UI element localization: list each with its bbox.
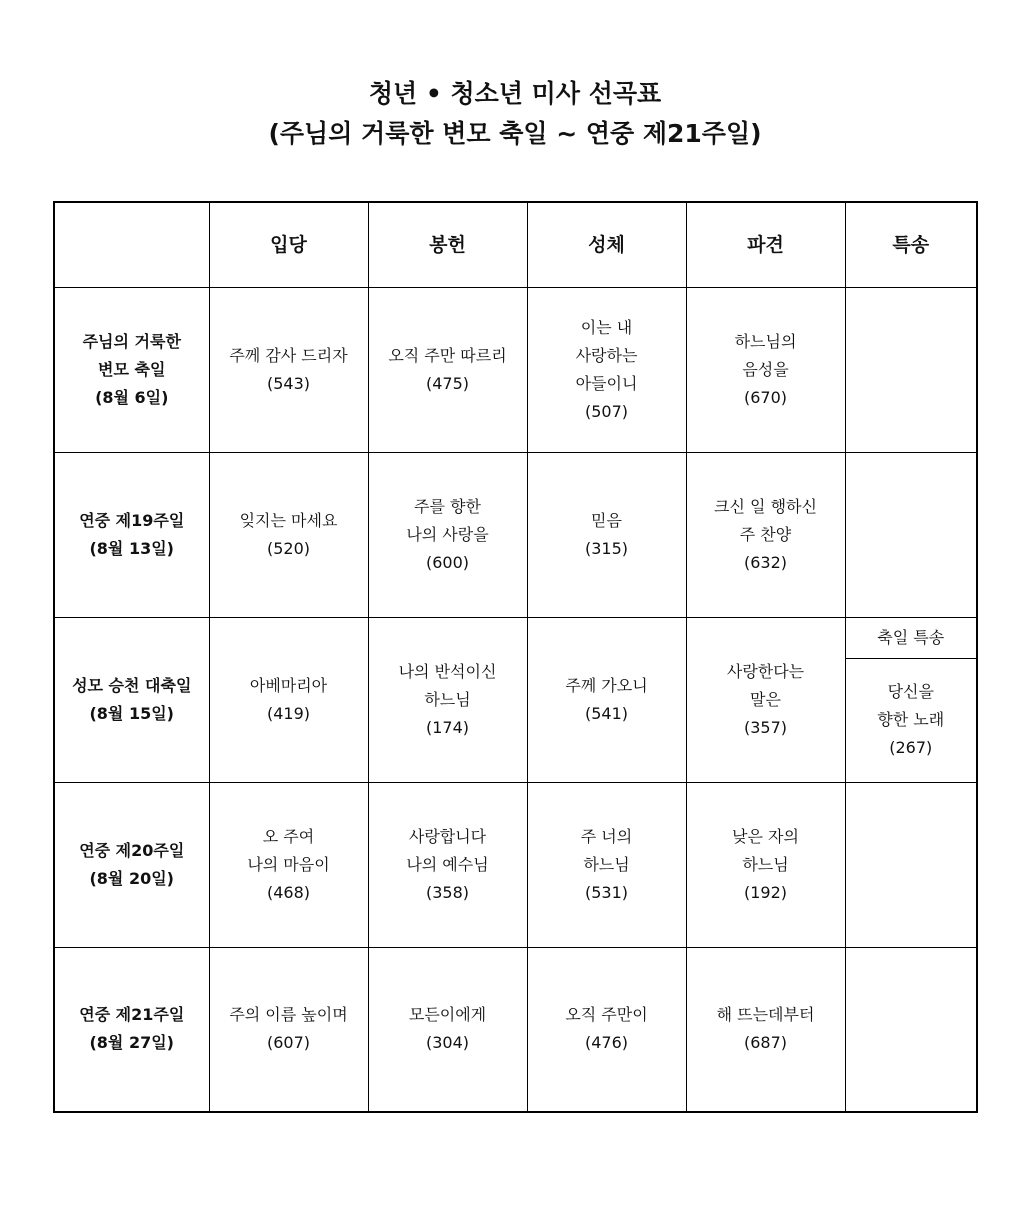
table-row — [54, 782, 977, 947]
header-entrance: 입당 — [209, 202, 368, 287]
header-communion: 성체 — [527, 202, 686, 287]
offertory-song: 주를 향한 나의 사랑을 (600) — [368, 452, 527, 617]
row-label: 연중 제21주일 (8월 27일) — [54, 947, 209, 1112]
communion-song: 오직 주만이 (476) — [527, 947, 686, 1112]
row-label: 성모 승천 대축일 (8월 15일) — [54, 617, 209, 782]
page-title: 청년 • 청소년 미사 선곡표 — [368, 79, 662, 108]
dismissal-song: 해 뜨는데부터 (687) — [686, 947, 845, 1112]
communion-song: 주께 가오니 (541) — [527, 617, 686, 782]
table-row — [54, 287, 977, 452]
song-schedule-table — [53, 201, 978, 1113]
communion-song: 주 너의 하느님 (531) — [527, 782, 686, 947]
special-song-empty — [845, 782, 977, 947]
row-label: 연중 제20주일 (8월 20일) — [54, 782, 209, 947]
special-song: 당신을 향한 노래 (267) — [845, 658, 977, 782]
page-subtitle: (주님의 거룩한 변모 축일 ~ 연중 제21주일) — [268, 119, 762, 148]
dismissal-song: 크신 일 행하신 주 찬양 (632) — [686, 452, 845, 617]
header-row — [54, 202, 977, 287]
dismissal-song: 사랑한다는 말은 (357) — [686, 617, 845, 782]
dismissal-song: 하느님의 음성을 (670) — [686, 287, 845, 452]
special-song-empty — [845, 947, 977, 1112]
communion-song: 믿음 (315) — [527, 452, 686, 617]
special-song-empty — [845, 452, 977, 617]
table-row — [54, 947, 977, 1112]
special-song-header: 축일 특송 — [845, 617, 977, 658]
entrance-song: 아베마리아 (419) — [209, 617, 368, 782]
header-dismissal: 파견 — [686, 202, 845, 287]
table-row — [54, 617, 977, 658]
dismissal-song: 낮은 자의 하느님 (192) — [686, 782, 845, 947]
header-special: 특송 — [845, 202, 977, 287]
special-song-empty — [845, 287, 977, 452]
communion-song: 이는 내 사랑하는 아들이니 (507) — [527, 287, 686, 452]
entrance-song: 주께 감사 드리자 (543) — [209, 287, 368, 452]
offertory-song: 사랑합니다 나의 예수님 (358) — [368, 782, 527, 947]
table-row — [54, 452, 977, 617]
entrance-song: 주의 이름 높이며 (607) — [209, 947, 368, 1112]
row-label: 주님의 거룩한 변모 축일 (8월 6일) — [54, 287, 209, 452]
entrance-song: 잊지는 마세요 (520) — [209, 452, 368, 617]
row-label: 연중 제19주일 (8월 13일) — [54, 452, 209, 617]
offertory-song: 오직 주만 따르리 (475) — [368, 287, 527, 452]
header-empty-cell — [54, 202, 209, 287]
offertory-song: 모든이에게 (304) — [368, 947, 527, 1112]
entrance-song: 오 주여 나의 마음이 (468) — [209, 782, 368, 947]
offertory-song: 나의 반석이신 하느님 (174) — [368, 617, 527, 782]
header-offertory: 봉헌 — [368, 202, 527, 287]
